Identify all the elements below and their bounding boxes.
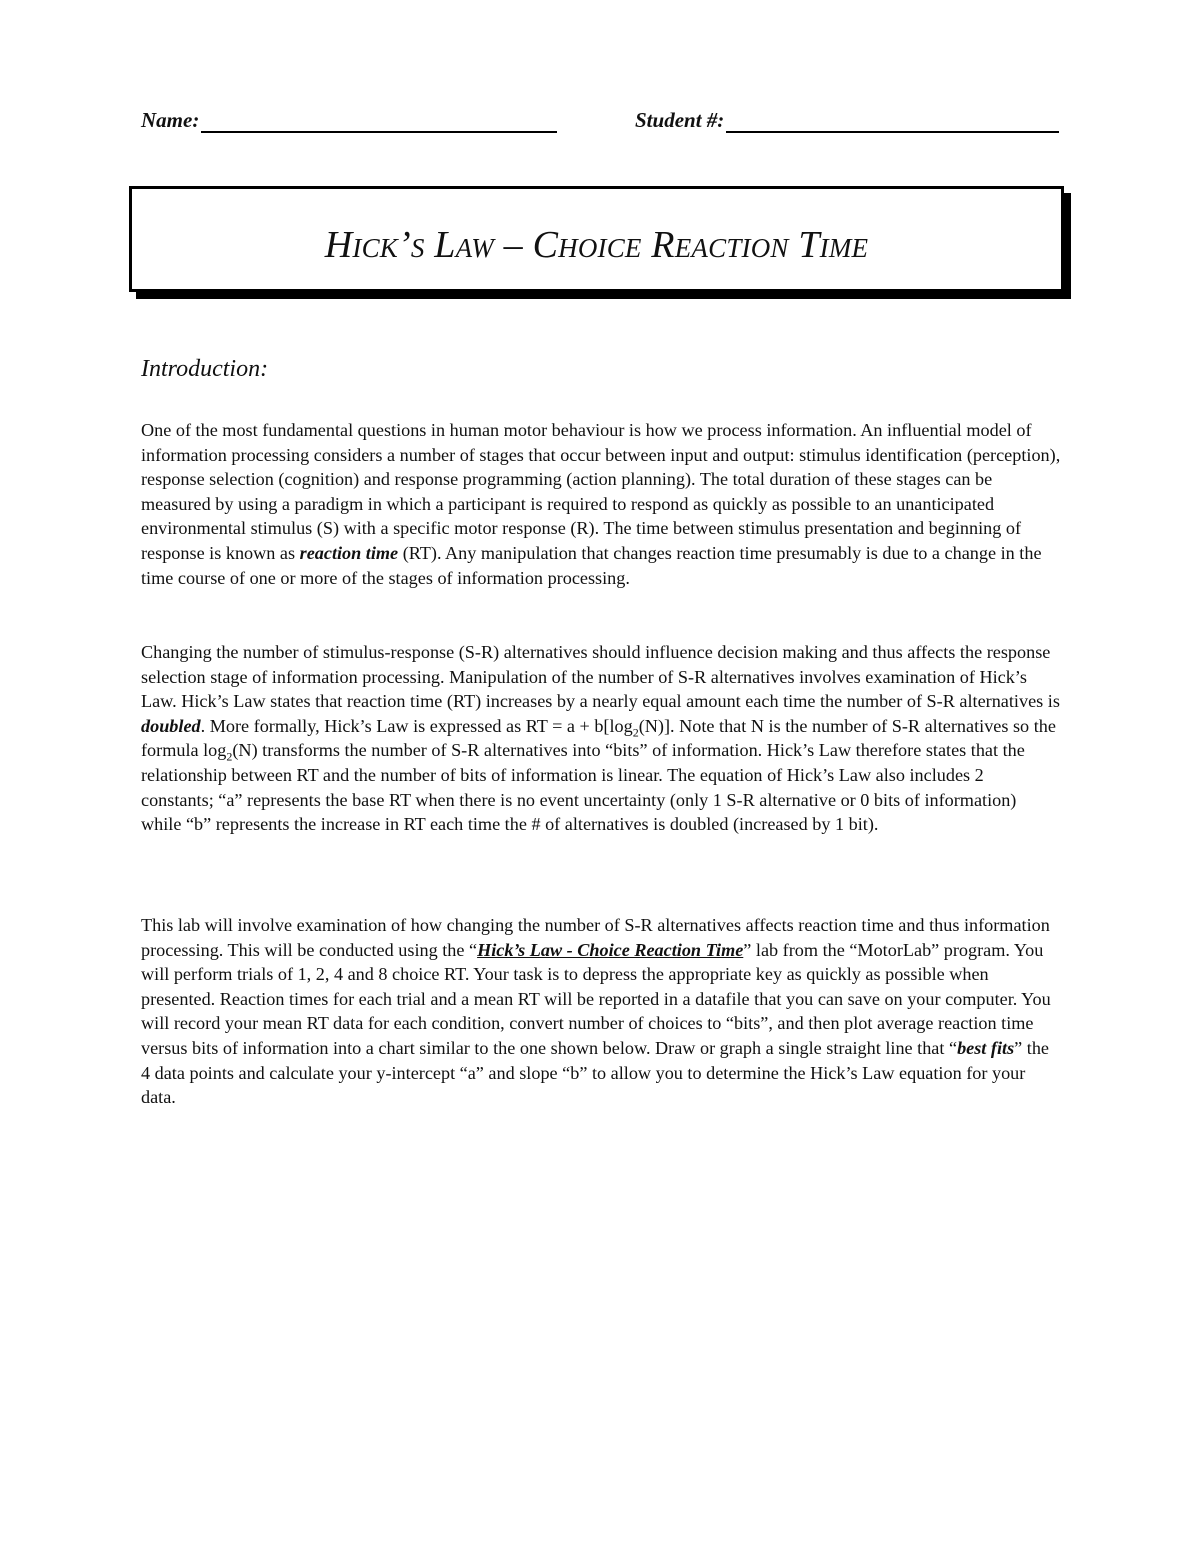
term-doubled: doubled xyxy=(141,715,201,736)
paragraph-3-text-c: ” the 4 data points and calculate your y-intercept “a” and slope “b” to allow you to determine the Hick’s Law equation for your data. xyxy=(141,1037,1049,1108)
term-best-fits: best fits xyxy=(957,1037,1015,1058)
name-field xyxy=(141,108,557,133)
name-label: Name: xyxy=(141,108,200,132)
paragraph-2 xyxy=(141,640,1061,837)
student-number-field xyxy=(635,108,1059,133)
paragraph-3-text-b: ” lab from the “MotorLab” program. You will perform trials of 1, 2, 4 and 8 choice RT. Your task is to depress the appropriate key as quickly as possible when presented. Reaction times for each trial and a mean RT will be reported in a datafile that you can save on your computer. You will record your mean RT data for each condition, convert number of choices to “bits”, and then plot average reaction time versus bits of information into a chart similar to the one shown below. Draw or graph a single straight line that “ xyxy=(141,939,1051,1058)
student-number-blank-line[interactable] xyxy=(726,109,1059,133)
paragraph-2-text-c: (N)]. Note that N is the number of S-R alternatives so the formula log xyxy=(141,715,1056,761)
name-blank-line[interactable] xyxy=(201,109,557,133)
paragraph-3-text-a: This lab will involve examination of how changing the number of S-R alternatives affects reaction time and thus information processing. This will be conducted using the “ xyxy=(141,915,1050,960)
term-reaction-time: reaction time xyxy=(299,542,399,563)
title-box xyxy=(129,186,1064,292)
paragraph-2-text-d: (N) transforms the number of S-R alternatives into “bits” of information. Hick’s Law therefore states that the relationship between RT and the number of bits of information is linear. The equation of Hick’s Law also includes 2 constants; “a” represents the base RT when there is no event uncertainty (only 1 S-R alternative or 0 bits of information) while “b” represents the increase in RT each time the # of alternatives is doubled (increased by 1 bit). xyxy=(141,740,1025,835)
section-heading-introduction: Introduction: xyxy=(141,356,269,382)
lab-name-link: Hick’s Law - Choice Reaction Time xyxy=(477,939,744,960)
log-subscript-1: 2 xyxy=(632,725,639,740)
paragraph-3 xyxy=(141,913,1061,1110)
paragraph-2-text-a: Changing the number of stimulus-response (S-R) alternatives should influence decision making and thus affects the response selection stage of information processing. Manipulation of the number of S-R alternatives involves examination of Hick’s Law. Hick’s Law states that reaction time (RT) increases by a nearly equal amount each time the number of S-R alternatives is xyxy=(141,642,1060,712)
student-info-header xyxy=(141,108,1071,138)
paragraph-1-text-b: (RT). Any manipulation that changes reaction time presumably is due to a change in the time course of one or more of the stages of information processing. xyxy=(141,542,1042,588)
paragraph-1 xyxy=(141,418,1061,590)
page-title: Hick’s Law – Choice Reaction Time xyxy=(324,224,869,266)
paragraph-2-text-b: . More formally, Hick’s Law is expressed as RT = a + b[log xyxy=(200,715,633,736)
student-number-label: Student #: xyxy=(635,108,725,132)
paragraph-1-text-a: One of the most fundamental questions in human motor behaviour is how we process information. An influential model of information processing considers a number of stages that occur between input and output: stimulus identification (perception), response selection (cognition) and response programming (action planning). The total duration of these stages can be measured by using a paradigm in which a participant is required to respond as quickly as possible to an unanticipated environmental stimulus (S) with a specific motor response (R). The time between stimulus presentation and beginning of response is known as xyxy=(141,420,1061,563)
log-subscript-2: 2 xyxy=(226,750,233,765)
